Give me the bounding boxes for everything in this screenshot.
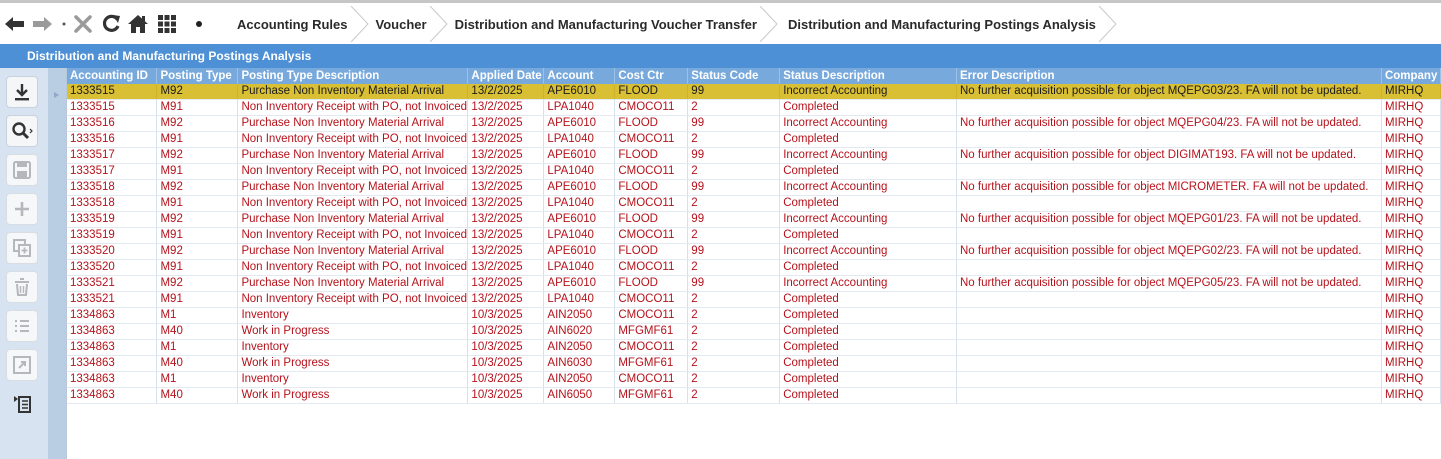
table-body [67,84,1441,404]
cell-account: LPA1040 [544,164,615,180]
cell-cost-ctr: CMOCO11 [615,100,688,116]
table-row[interactable] [67,132,1441,148]
table-row[interactable] [67,308,1441,324]
cell-status-description: Completed [780,260,957,276]
cell-company: MIRHQ [1381,388,1440,404]
cell-applied-date: 10/3/2025 [468,356,544,372]
cell-error-description [956,228,1381,244]
cell-status-description: Completed [780,292,957,308]
cell-posting-type-description: Purchase Non Inventory Material Arrival [238,212,468,228]
cell-cost-ctr: FLOOD [615,244,688,260]
cell-posting-type: M91 [157,292,238,308]
cell-status-code: 2 [688,260,780,276]
table-row[interactable] [67,180,1441,196]
cell-account: APE6010 [544,212,615,228]
command-sidebar [0,68,67,459]
table-row[interactable] [67,196,1441,212]
cell-cost-ctr: CMOCO11 [615,260,688,276]
cell-applied-date: 13/2/2025 [468,196,544,212]
table-row[interactable] [67,116,1441,132]
current-row-marker-icon [53,91,61,99]
grid-menu-icon[interactable] [156,9,178,39]
cell-company: MIRHQ [1381,372,1440,388]
cell-applied-date: 13/2/2025 [468,260,544,276]
cell-cost-ctr: MFGMF61 [615,388,688,404]
cell-company: MIRHQ [1381,244,1440,260]
table-row[interactable] [67,372,1441,388]
cell-account: AIN2050 [544,340,615,356]
cell-company: MIRHQ [1381,196,1440,212]
cell-status-description: Incorrect Accounting [780,276,957,292]
cell-applied-date: 10/3/2025 [468,372,544,388]
cell-accounting-id: 1334863 [67,372,157,388]
breadcrumb-label: Distribution and Manufacturing Postings Analysis [787,16,1096,32]
cell-status-code: 2 [688,372,780,388]
cell-status-code: 2 [688,100,780,116]
download-icon [12,82,32,102]
cell-posting-type: M92 [157,84,238,100]
cell-applied-date: 13/2/2025 [468,228,544,244]
cell-status-description: Incorrect Accounting [780,212,957,228]
duplicate-icon [12,238,32,258]
breadcrumb-label: Distribution and Manufacturing Voucher Transfer [454,16,757,32]
cell-account: AIN2050 [544,372,615,388]
column-header-account[interactable]: Account [544,68,615,84]
cell-cost-ctr: CMOCO11 [615,196,688,212]
breadcrumb-item-voucher-transfer[interactable] [449,6,779,42]
cell-applied-date: 10/3/2025 [468,324,544,340]
breadcrumb-item-accounting-rules[interactable] [204,6,370,42]
cell-status-description: Completed [780,100,957,116]
cell-account: AIN2050 [544,308,615,324]
cell-accounting-id: 1333520 [67,260,157,276]
cell-status-description: Incorrect Accounting [780,116,957,132]
cell-account: APE6010 [544,116,615,132]
cell-status-description: Completed [780,388,957,404]
search-button[interactable] [6,115,38,147]
cell-status-description: Incorrect Accounting [780,148,957,164]
cell-cost-ctr: FLOOD [615,148,688,164]
cell-posting-type-description: Work in Progress [238,324,468,340]
cell-company: MIRHQ [1381,292,1440,308]
cell-error-description [956,164,1381,180]
breadcrumb-separator-icon [759,6,779,42]
cell-posting-type-description: Inventory [238,372,468,388]
table-row[interactable] [67,388,1441,404]
cell-error-description [956,260,1381,276]
cell-cost-ctr: CMOCO11 [615,228,688,244]
cell-applied-date: 13/2/2025 [468,164,544,180]
refresh-icon[interactable] [100,9,122,39]
cell-accounting-id: 1334863 [67,308,157,324]
delete-icon [12,277,32,297]
cell-posting-type-description: Purchase Non Inventory Material Arrival [238,148,468,164]
cell-error-description [956,372,1381,388]
cell-cost-ctr: CMOCO11 [615,292,688,308]
cell-accounting-id: 1334863 [67,388,157,404]
cell-company: MIRHQ [1381,260,1440,276]
cell-posting-type: M40 [157,388,238,404]
cell-account: APE6010 [544,276,615,292]
cell-applied-date: 13/2/2025 [468,244,544,260]
cell-accounting-id: 1334863 [67,340,157,356]
cell-cost-ctr: FLOOD [615,180,688,196]
cell-cost-ctr: FLOOD [615,84,688,100]
cell-account: AIN6020 [544,324,615,340]
cell-error-description [956,196,1381,212]
cell-status-code: 2 [688,132,780,148]
cell-company: MIRHQ [1381,84,1440,100]
cell-status-description: Completed [780,132,957,148]
cell-posting-type: M40 [157,324,238,340]
breadcrumb-label: Voucher [375,16,427,32]
cell-account: APE6010 [544,180,615,196]
cell-accounting-id: 1333519 [67,212,157,228]
cell-accounting-id: 1333517 [67,148,157,164]
cell-posting-type: M92 [157,244,238,260]
breadcrumb-separator-icon [350,6,370,42]
cell-status-code: 99 [688,180,780,196]
cell-posting-type-description: Non Inventory Receipt with PO, not Invoiced [238,260,468,276]
cell-error-description: No further acquisition possible for object MQEPG04/23. FA will not be updated. [956,116,1381,132]
cell-error-description [956,340,1381,356]
column-header-applied-date[interactable]: Applied Date [468,68,544,84]
breadcrumb-item-postings-analysis[interactable] [779,6,1118,42]
cell-status-description: Completed [780,308,957,324]
cell-applied-date: 10/3/2025 [468,340,544,356]
cell-company: MIRHQ [1381,308,1440,324]
home-icon[interactable] [126,9,150,39]
cell-company: MIRHQ [1381,212,1440,228]
cell-status-code: 2 [688,388,780,404]
cell-account: AIN6050 [544,388,615,404]
cell-posting-type: M91 [157,164,238,180]
cell-accounting-id: 1333518 [67,180,157,196]
back-arrow-icon[interactable] [4,9,26,39]
column-header-company[interactable]: Company [1381,68,1440,84]
table-row[interactable] [67,148,1441,164]
cell-accounting-id: 1333521 [67,292,157,308]
cell-posting-type-description: Non Inventory Receipt with PO, not Invoiced [238,228,468,244]
cell-error-description [956,388,1381,404]
table-row[interactable] [67,244,1441,260]
cell-applied-date: 13/2/2025 [468,276,544,292]
cell-account: APE6010 [544,148,615,164]
add-icon [12,199,32,219]
cell-company: MIRHQ [1381,180,1440,196]
cell-accounting-id: 1334863 [67,324,157,340]
search-icon [11,121,33,141]
outline-button[interactable] [6,388,38,420]
table-row[interactable] [67,324,1441,340]
cell-posting-type: M92 [157,116,238,132]
cell-accounting-id: 1333521 [67,276,157,292]
cell-posting-type: M1 [157,372,238,388]
cell-posting-type: M91 [157,100,238,116]
cell-status-code: 2 [688,324,780,340]
table-row[interactable] [67,100,1441,116]
cell-applied-date: 13/2/2025 [468,116,544,132]
cell-status-description: Incorrect Accounting [780,244,957,260]
breadcrumb-separator-icon [1098,6,1118,42]
cell-status-description: Completed [780,324,957,340]
cell-error-description [956,356,1381,372]
cell-account: LPA1040 [544,132,615,148]
cell-error-description [956,308,1381,324]
cell-status-code: 99 [688,116,780,132]
cell-cost-ctr: MFGMF61 [615,356,688,372]
column-header-accounting-id[interactable]: Accounting ID [67,68,157,84]
cell-posting-type-description: Non Inventory Receipt with PO, not Invoiced [238,164,468,180]
duplicate-button[interactable] [6,232,38,264]
cell-status-code: 2 [688,340,780,356]
cell-accounting-id: 1333518 [67,196,157,212]
cell-status-code: 2 [688,196,780,212]
cell-accounting-id: 1333519 [67,228,157,244]
cell-posting-type: M91 [157,132,238,148]
cell-accounting-id: 1334863 [67,356,157,372]
table-row[interactable] [67,276,1441,292]
cell-applied-date: 13/2/2025 [468,84,544,100]
cell-error-description [956,292,1381,308]
column-header-error-description[interactable]: Error Description [956,68,1381,84]
cell-account: LPA1040 [544,196,615,212]
cell-account: APE6010 [544,244,615,260]
table-row[interactable] [67,292,1441,308]
cell-cost-ctr: CMOCO11 [615,340,688,356]
cell-status-code: 99 [688,276,780,292]
close-icon[interactable] [72,9,94,39]
cell-cost-ctr: MFGMF61 [615,324,688,340]
cell-status-description: Completed [780,356,957,372]
cell-cost-ctr: FLOOD [615,276,688,292]
table-row[interactable] [67,356,1441,372]
cell-posting-type-description: Purchase Non Inventory Material Arrival [238,244,468,260]
breadcrumb-label: Accounting Rules [237,16,348,32]
cell-company: MIRHQ [1381,340,1440,356]
cell-posting-type-description: Purchase Non Inventory Material Arrival [238,276,468,292]
cell-cost-ctr: CMOCO11 [615,164,688,180]
download-button[interactable] [6,76,38,108]
cell-account: APE6010 [544,84,615,100]
table-header-row [67,68,1441,84]
cell-posting-type: M91 [157,196,238,212]
cell-posting-type-description: Non Inventory Receipt with PO, not Invoiced [238,132,468,148]
cell-posting-type-description: Work in Progress [238,388,468,404]
outline-icon [12,394,32,414]
cell-applied-date: 13/2/2025 [468,132,544,148]
cell-posting-type: M92 [157,276,238,292]
cell-status-description: Completed [780,196,957,212]
cell-status-code: 99 [688,148,780,164]
cell-accounting-id: 1333515 [67,84,157,100]
cell-company: MIRHQ [1381,324,1440,340]
column-header-status-code[interactable]: Status Code [688,68,780,84]
cell-error-description [956,132,1381,148]
cell-account: AIN6030 [544,356,615,372]
cell-company: MIRHQ [1381,356,1440,372]
cell-account: LPA1040 [544,292,615,308]
cell-posting-type-description: Purchase Non Inventory Material Arrival [238,180,468,196]
cell-applied-date: 13/2/2025 [468,292,544,308]
cell-status-code: 2 [688,308,780,324]
cell-company: MIRHQ [1381,100,1440,116]
panel-title: Distribution and Manufacturing Postings Analysis [0,44,1441,68]
cell-posting-type: M91 [157,228,238,244]
cell-status-description: Completed [780,372,957,388]
cell-error-description [956,324,1381,340]
cell-status-description: Incorrect Accounting [780,180,957,196]
cell-status-code: 2 [688,356,780,372]
cell-accounting-id: 1333520 [67,244,157,260]
cell-status-description: Completed [780,228,957,244]
add-button[interactable] [6,193,38,225]
cell-posting-type-description: Purchase Non Inventory Material Arrival [238,84,468,100]
breadcrumb-item-voucher[interactable] [370,6,449,42]
column-header-posting-type-description[interactable]: Posting Type Description [238,68,468,84]
top-navigation-bar [0,0,1441,44]
column-header-status-description[interactable]: Status Description [780,68,957,84]
cell-applied-date: 13/2/2025 [468,100,544,116]
cell-accounting-id: 1333515 [67,100,157,116]
cell-applied-date: 13/2/2025 [468,180,544,196]
breadcrumb-separator-icon [429,6,449,42]
cell-posting-type: M1 [157,308,238,324]
table-row[interactable] [67,340,1441,356]
table-row[interactable] [67,84,1441,100]
cell-account: LPA1040 [544,260,615,276]
cell-applied-date: 13/2/2025 [468,148,544,164]
cell-cost-ctr: FLOOD [615,212,688,228]
cell-posting-type-description: Work in Progress [238,356,468,372]
cell-accounting-id: 1333517 [67,164,157,180]
cell-posting-type-description: Purchase Non Inventory Material Arrival [238,116,468,132]
expand-icon [12,355,32,375]
cell-status-code: 2 [688,292,780,308]
cell-posting-type: M1 [157,340,238,356]
cell-posting-type-description: Inventory [238,308,468,324]
table-row[interactable] [67,164,1441,180]
cell-account: LPA1040 [544,100,615,116]
cell-cost-ctr: CMOCO11 [615,372,688,388]
cell-posting-type-description: Non Inventory Receipt with PO, not Invoiced [238,100,468,116]
cell-posting-type: M92 [157,212,238,228]
cell-error-description: No further acquisition possible for object MQEPG01/23. FA will not be updated. [956,212,1381,228]
cell-company: MIRHQ [1381,116,1440,132]
save-button[interactable] [6,154,38,186]
cell-company: MIRHQ [1381,148,1440,164]
postings-table [67,68,1441,404]
cell-accounting-id: 1333516 [67,116,157,132]
cell-status-code: 99 [688,84,780,100]
cell-status-code: 2 [688,228,780,244]
table-row[interactable] [67,228,1441,244]
cell-posting-type: M92 [157,148,238,164]
details-list-button[interactable] [6,310,38,342]
cell-accounting-id: 1333516 [67,132,157,148]
cell-account: LPA1040 [544,228,615,244]
column-header-cost-ctr[interactable]: Cost Ctr [615,68,688,84]
cell-error-description: No further acquisition possible for object MQEPG03/23. FA will not be updated. [956,84,1381,100]
expand-button[interactable] [6,349,38,381]
delete-button[interactable] [6,271,38,303]
dropdown-dot-icon[interactable] [60,9,68,39]
cell-company: MIRHQ [1381,276,1440,292]
cell-status-code: 2 [688,164,780,180]
cell-error-description [956,100,1381,116]
forward-arrow-icon[interactable] [32,9,52,39]
cell-error-description: No further acquisition possible for object MQEPG02/23. FA will not be updated. [956,244,1381,260]
cell-status-description: Completed [780,164,957,180]
cell-posting-type: M92 [157,180,238,196]
cell-status-code: 99 [688,244,780,260]
cell-posting-type: M91 [157,260,238,276]
cell-cost-ctr: CMOCO11 [615,132,688,148]
cell-company: MIRHQ [1381,228,1440,244]
cell-posting-type-description: Inventory [238,340,468,356]
cell-company: MIRHQ [1381,132,1440,148]
cell-posting-type: M40 [157,356,238,372]
cell-status-description: Incorrect Accounting [780,84,957,100]
breadcrumb [204,6,1118,42]
table-row[interactable] [67,212,1441,228]
cell-applied-date: 10/3/2025 [468,388,544,404]
cell-status-description: Completed [780,340,957,356]
cell-company: MIRHQ [1381,164,1440,180]
save-icon [12,160,32,180]
row-selector-gutter [48,68,66,459]
column-header-posting-type[interactable]: Posting Type [157,68,238,84]
cell-posting-type-description: Non Inventory Receipt with PO, not Invoiced [238,292,468,308]
cell-error-description: No further acquisition possible for object MQEPG05/23. FA will not be updated. [956,276,1381,292]
list-icon [12,316,32,336]
cell-posting-type-description: Non Inventory Receipt with PO, not Invoiced [238,196,468,212]
cell-error-description: No further acquisition possible for object MICROMETER. FA will not be updated. [956,180,1381,196]
cell-applied-date: 13/2/2025 [468,212,544,228]
cell-cost-ctr: FLOOD [615,116,688,132]
cell-cost-ctr: CMOCO11 [615,308,688,324]
cell-applied-date: 10/3/2025 [468,308,544,324]
table-row[interactable] [67,260,1441,276]
cell-error-description: No further acquisition possible for object DIGIMAT193. FA will not be updated. [956,148,1381,164]
cell-status-code: 99 [688,212,780,228]
